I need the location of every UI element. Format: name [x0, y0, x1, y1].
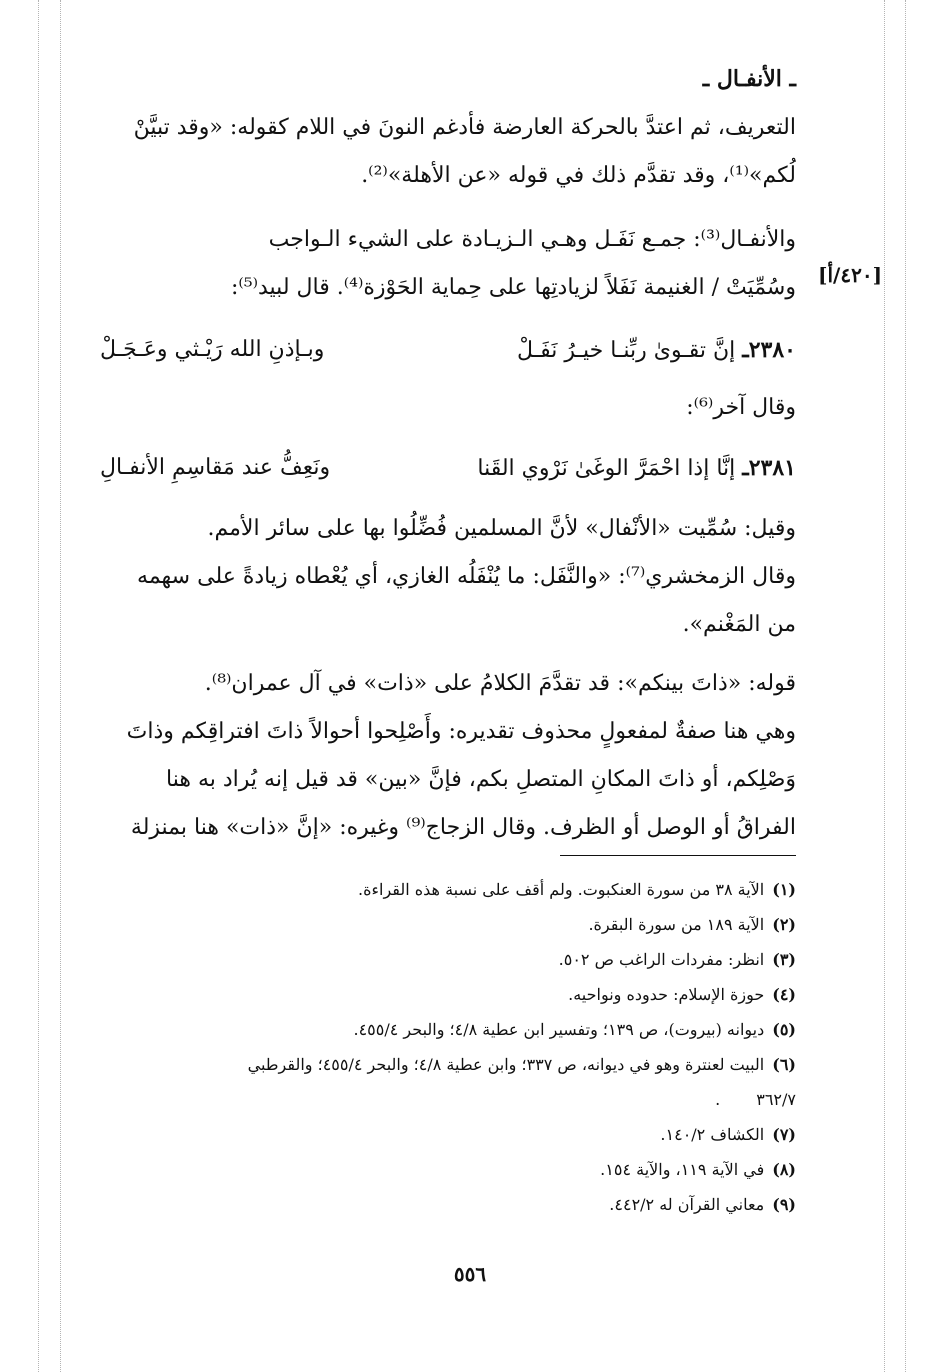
footnote: [106, 977, 796, 1012]
footnote-text: ديوانه (بيروت)، ص ١٣٩؛ وتفسير ابن عطية ٤/٨؛ والبحر ٤٥٥/٤.: [353, 1020, 765, 1039]
margin-guide-right-outer: [905, 0, 906, 1372]
footnote-number: (٧): [772, 1125, 796, 1144]
footnote-text: ٣٦٢/٧.: [715, 1090, 796, 1109]
footnote-number: (٩): [772, 1195, 796, 1214]
paragraph-line: من المَغْنم».: [682, 612, 796, 637]
footnote: [106, 1117, 796, 1152]
verse-hemistich-second: ونَعِفُّ عند مَقاسِمِ الأنفـالِ: [100, 455, 331, 480]
paragraph-line: الفراقُ أو الوصل أو الظرف. وقال الزجاج⁽⁹⁾ وغيره: «إنَّ «ذات» هنا بمنزلة: [130, 815, 796, 840]
footnote-number: (٤): [772, 985, 796, 1004]
paragraph-line: وهي هنا صفةٌ لمفعولٍ محذوف تقديره: وأَصْلِحوا أحوالاً ذاتَ افتراقِكم وذاتَ: [126, 719, 796, 744]
footnote: [106, 1012, 796, 1047]
verse-intro: [100, 384, 796, 432]
verse-hemistich-first: إنَّ تقـوىٰ ربِّنـا خيـرُ نَفَـلْ: [517, 338, 736, 363]
verse-number: ٢٣٨٠ـ: [742, 337, 796, 363]
paragraph-line: وقال آخر⁽⁶⁾:: [686, 395, 796, 420]
footnote: [106, 1187, 796, 1222]
footnote: [106, 942, 796, 977]
paragraph-3: [100, 505, 796, 649]
footnote-continuation: [106, 1082, 796, 1117]
footnote-text: في الآية ١١٩، والآية ١٥٤.: [600, 1160, 765, 1179]
paragraph-line: وقال الزمخشري⁽⁷⁾: «والنَّفَل: ما يُنْفَلُه الغازي، أي يُعْطاه زيادةً على سهمه: [137, 564, 796, 589]
verse-2380: [100, 326, 796, 374]
footnote: [106, 872, 796, 907]
footnote-text: الآية ١٨٩ من سورة البقرة.: [588, 915, 765, 934]
paragraph-line: والأنفـال⁽³⁾: جمـع نَفَـل وهـي الـزيـادة على الشيء الـواجب: [268, 227, 796, 252]
footnote: [106, 907, 796, 942]
manuscript-folio-note: [٤٢٠/أ]: [818, 263, 883, 287]
paragraph-line: وسُمِّيَتْ / الغنيمة نَفَلاً لزيادتِها على حِماية الحَوْزة⁽⁴⁾. قال لبيد⁽⁵⁾:: [230, 275, 796, 300]
page-number: ٥٥٦: [453, 1262, 487, 1286]
paragraph-2: [100, 216, 796, 312]
paragraph-1: [100, 104, 796, 200]
paragraph-line: وَصْلِكم، أو ذاتَ المكانِ المتصلِ بكم، فإنَّ «بين» قد قيل إنه يُراد به هنا: [166, 767, 796, 792]
footnote: [106, 1152, 796, 1187]
footnote-number: (٦): [772, 1055, 796, 1074]
footnote-number: (٥): [772, 1020, 796, 1039]
margin-guide-left-inner: [60, 0, 61, 1372]
margin-guide-left-outer: [38, 0, 39, 1372]
footnotes: [106, 872, 796, 1222]
footnote-number: (٨): [772, 1160, 796, 1179]
paragraph-4: [100, 660, 796, 852]
footnote-text: الآية ٣٨ من سورة العنكبوت. ولم أقف على نسبة هذه القراءة.: [358, 880, 765, 899]
verse-hemistich-first: إنَّا إذا احْمَرَّ الوغَىٰ نَرْوي القَنا: [477, 456, 736, 481]
footnote-text: معاني القرآن له ٤٤٢/٢.: [609, 1195, 765, 1214]
footnote-separator: [560, 855, 796, 856]
running-head: ـ الأنفـال ـ: [702, 66, 796, 92]
paragraph-line: قوله: «ذاتَ بينكم»: قد تقدَّمَ الكلامُ على «ذات» في آل عمران⁽⁸⁾.: [204, 671, 796, 696]
verse-hemistich-second: وبـإذنِ الله رَيْـثي وعَـجَـلْ: [100, 337, 325, 362]
footnote-number: (٣): [772, 950, 796, 969]
verse-number: ٢٣٨١ـ: [742, 455, 796, 481]
verse-2381: [100, 444, 796, 492]
paragraph-line: لُكم»⁽¹⁾، وقد تقدَّم ذلك في قوله «عن الأهلة»⁽²⁾.: [361, 163, 796, 188]
footnote-text: الكشاف ١٤٠/٢.: [660, 1125, 765, 1144]
footnote-text: انظر: مفردات الراغب ص ٥٠٢.: [558, 950, 765, 969]
footnote-text: البيت لعنترة وهو في ديوانه، ص ٣٣٧؛ وابن عطية ٤/٨؛ والبحر ٤٥٥/٤؛ والقرطبي: [247, 1055, 765, 1074]
footnote-number: (٢): [772, 915, 796, 934]
paragraph-line: وقيل: سُمِّيت «الأنْفال» لأنَّ المسلمين فُضِّلُوا بها على سائر الأمم.: [207, 516, 796, 541]
paragraph-line: التعريف، ثم اعتدَّ بالحركة العارضة فأدغم النونَ في اللام كقوله: «وقد تبيَّنْ: [133, 115, 796, 140]
margin-guide-right-inner: [884, 0, 885, 1372]
footnote-text: حوزة الإسلام: حدوده ونواحيه.: [568, 985, 765, 1004]
footnote-number: (١): [772, 880, 796, 899]
footnote: [106, 1047, 796, 1082]
